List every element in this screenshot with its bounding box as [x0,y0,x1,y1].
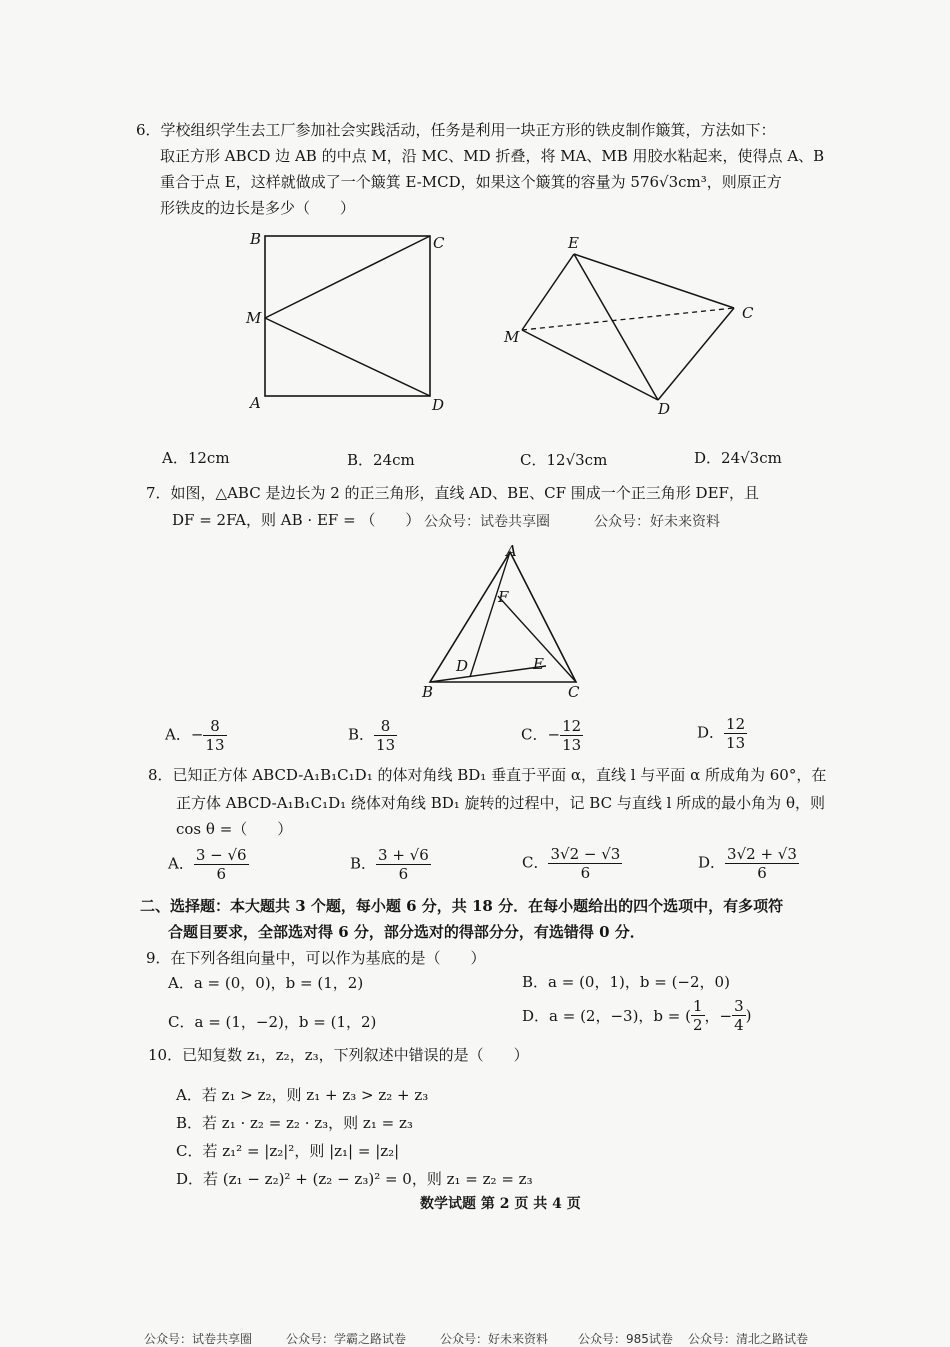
q6-option-c[interactable]: C．12√3cm [520,451,608,469]
q7-option-b-letter: B． [348,725,375,744]
q8-option-c-fraction [548,845,622,882]
fig3-label-d: D [456,657,469,675]
q7-option-d-fraction [724,715,747,752]
q8-line-1: 8．已知正方体 ABCD-A₁B₁C₁D₁ 的体对角线 BD₁ 垂直于平面 α，直线 l 与平面 α 所成角为 60°，在 [148,766,827,784]
q8-option-b[interactable] [350,846,431,883]
q8-option-a-den: 6 [216,865,226,883]
q10-option-c[interactable]: C．若 z₁² = |z₂|²，则 |z₁| = |z₂| [176,1142,400,1160]
q7-option-c-num: 12 [562,717,582,735]
fig1-label-d: D [432,396,445,414]
triangle-abc [430,552,576,682]
q8-option-a[interactable] [168,846,249,883]
q7-option-a[interactable] [165,717,227,754]
q8-option-d-den: 6 [757,864,767,882]
bottom-watermark-3: 公众号：好未来资料 [440,1332,549,1346]
q8-option-c[interactable] [522,845,622,882]
line-ad [470,552,510,677]
q6-line-1: 6．学校组织学生去工厂参加社会实践活动，任务是利用一块正方形的铁皮制作簸箕，方法如下： [136,121,776,139]
fold-line-md [265,318,430,396]
bottom-watermark-4: 公众号：985试卷 [578,1332,673,1346]
q9-option-c[interactable]: C．a = (1，−2)，b = (1，2) [168,1013,377,1031]
section2-line-1: 二、选择题：本大题共 3 个题，每小题 6 分，共 18 分．在每小题给出的四个选项中，有多项符 [140,897,784,915]
bottom-watermark-5: 公众号：清北之路试卷 [688,1332,809,1346]
q7-option-d-den: 13 [726,734,746,752]
q9-option-d-suffix: ) [745,1006,752,1025]
q9-stem: 9．在下列各组向量中，可以作为基底的是（ ） [146,949,486,967]
q9-option-b[interactable]: B．a = (0，1)，b = (−2，0) [522,973,730,991]
q8-option-a-fraction [194,846,249,883]
q8-line-3: cos θ =（ ） [176,820,293,838]
q10-option-d[interactable]: D．若 (z₁ − z₂)² + (z₂ − z₃)² = 0，则 z₁ = z₂ = z₃ [176,1170,533,1188]
q8-option-c-letter: C． [522,853,549,872]
q7-option-b-fraction [374,717,397,754]
hidden-edge-mc [522,308,734,330]
q7-option-d[interactable] [697,715,747,752]
q6-line-3: 重合于点 E，这样就做成了一个簸箕 E-MCD，如果这个簸箕的容量为 576√3cm³，则原正方 [160,173,782,191]
q7-option-c-sign: − [547,725,561,744]
q6-option-d[interactable]: D．24√3cm [694,449,782,467]
q7-option-a-den: 13 [205,736,225,754]
q8-option-d-fraction [725,845,799,882]
q8-option-d-num: 3√2 + √3 [727,845,797,863]
q6-option-b[interactable]: B．24cm [347,451,415,469]
fig1-label-c: C [433,234,445,252]
q10-stem: 10．已知复数 z₁，z₂，z₃，下列叙述中错误的是（ ） [148,1046,529,1064]
fig3-label-a: A [506,542,517,560]
q9-option-d-prefix: D．a = (2，−3)，b = ( [522,1007,691,1025]
q8-option-a-num: 3 − √6 [195,846,247,864]
edge-ec [574,254,734,308]
q7-option-a-letter: A． [165,725,191,744]
q7-option-b-num: 8 [374,717,397,736]
q7-option-a-fraction [203,717,226,754]
q9-option-d[interactable] [522,997,752,1034]
fig2-label-d: D [658,400,671,418]
q7-option-a-sign: − [190,725,204,744]
fig3-label-f: F [498,588,509,606]
q6-option-a[interactable]: A．12cm [162,449,230,467]
edge-cd [658,308,734,400]
fig3-label-b: B [422,683,434,700]
q10-option-b[interactable]: B．若 z₁ · z₂ = z₂ · z₃，则 z₁ = z₃ [176,1114,413,1132]
q9-option-d-frac1-den: 2 [693,1016,703,1034]
fold-line-mc [265,236,430,318]
q9-option-d-frac2-num: 3 [734,997,744,1015]
q8-option-b-den: 6 [398,865,409,883]
q8-option-b-letter: B． [350,854,377,873]
q9-option-d-frac1-num: 1 [693,997,703,1015]
q8-option-b-fraction [376,846,431,883]
line-be [430,666,546,682]
fig2-label-m: M [504,328,520,346]
q9-option-d-frac2-den: 4 [734,1016,744,1034]
fig1-label-b: B [250,230,262,248]
q6-square-figure [240,228,460,418]
square-abcd [265,236,430,396]
edge-em [522,254,574,330]
q10-option-a[interactable]: A．若 z₁ > z₂，则 z₁ + z₃ > z₂ + z₃ [176,1086,429,1104]
q6-line-4: 形铁皮的边长是多少（ ） [160,199,356,217]
q7-option-d-num: 12 [726,715,746,733]
q8-option-c-den: 6 [580,864,591,882]
fig2-label-c: C [742,304,754,322]
q7-option-b-den: 13 [376,736,396,754]
q8-option-c-num: 3√2 − √3 [550,845,621,863]
q7-option-c-fraction [560,717,583,754]
fig2-label-e: E [568,234,579,252]
q7-option-a-num: 8 [203,717,226,736]
bottom-watermark-2: 公众号：学霸之路试卷 [286,1332,407,1346]
q9-option-a[interactable]: A．a = (0，0)，b = (1，2) [168,974,364,992]
q9-option-d-frac2 [732,997,746,1034]
q9-option-d-sep: ，− [704,1007,733,1025]
q8-option-a-letter: A． [168,854,194,873]
q9-option-d-frac1 [691,997,705,1034]
q7-option-c-letter: C． [521,725,548,744]
q6-pyramid-figure [500,232,770,418]
q7-line-2: DF = 2FA，则 AB · EF = （ ） [172,511,421,529]
section2-line-2: 合题目要求，全部选对得 6 分，部分选对的得部分分，有选错得 0 分． [168,923,645,941]
q7-option-c[interactable] [521,717,583,754]
q8-line-2: 正方体 ABCD-A₁B₁C₁D₁ 绕体对角线 BD₁ 旋转的过程中，记 BC 与直线 l 所成的最小角为 θ，则 [176,794,825,812]
bottom-watermark-1: 公众号：试卷共享圈 [144,1332,253,1346]
q8-option-b-num: 3 + √6 [378,846,429,864]
q8-option-d-letter: D． [698,853,726,872]
watermark-1: 公众号：试卷共享圈 [424,514,550,530]
fig1-label-a: A [250,394,261,412]
q6-line-2: 取正方形 ABCD 边 AB 的中点 M，沿 MC、MD 折叠，将 MA、MB 用胶水粘起来，使得点 A、B [160,147,825,165]
q7-option-d-letter: D． [697,723,725,742]
q7-triangle-figure [418,540,598,700]
page-footer: 数学试题 第 2 页 共 4 页 [420,1196,581,1212]
q7-line-1: 7．如图，△ABC 是边长为 2 的正三角形，直线 AD、BE、CF 围成一个正三角形 DEF，且 [146,484,759,502]
q8-option-d[interactable] [698,845,799,882]
fig1-label-m: M [246,309,262,327]
q7-option-b[interactable] [348,717,397,754]
watermark-2: 公众号：好未来资料 [594,514,720,530]
fig3-label-c: C [568,683,580,700]
q7-option-c-den: 13 [562,736,582,754]
fig3-label-e: E [533,655,544,673]
